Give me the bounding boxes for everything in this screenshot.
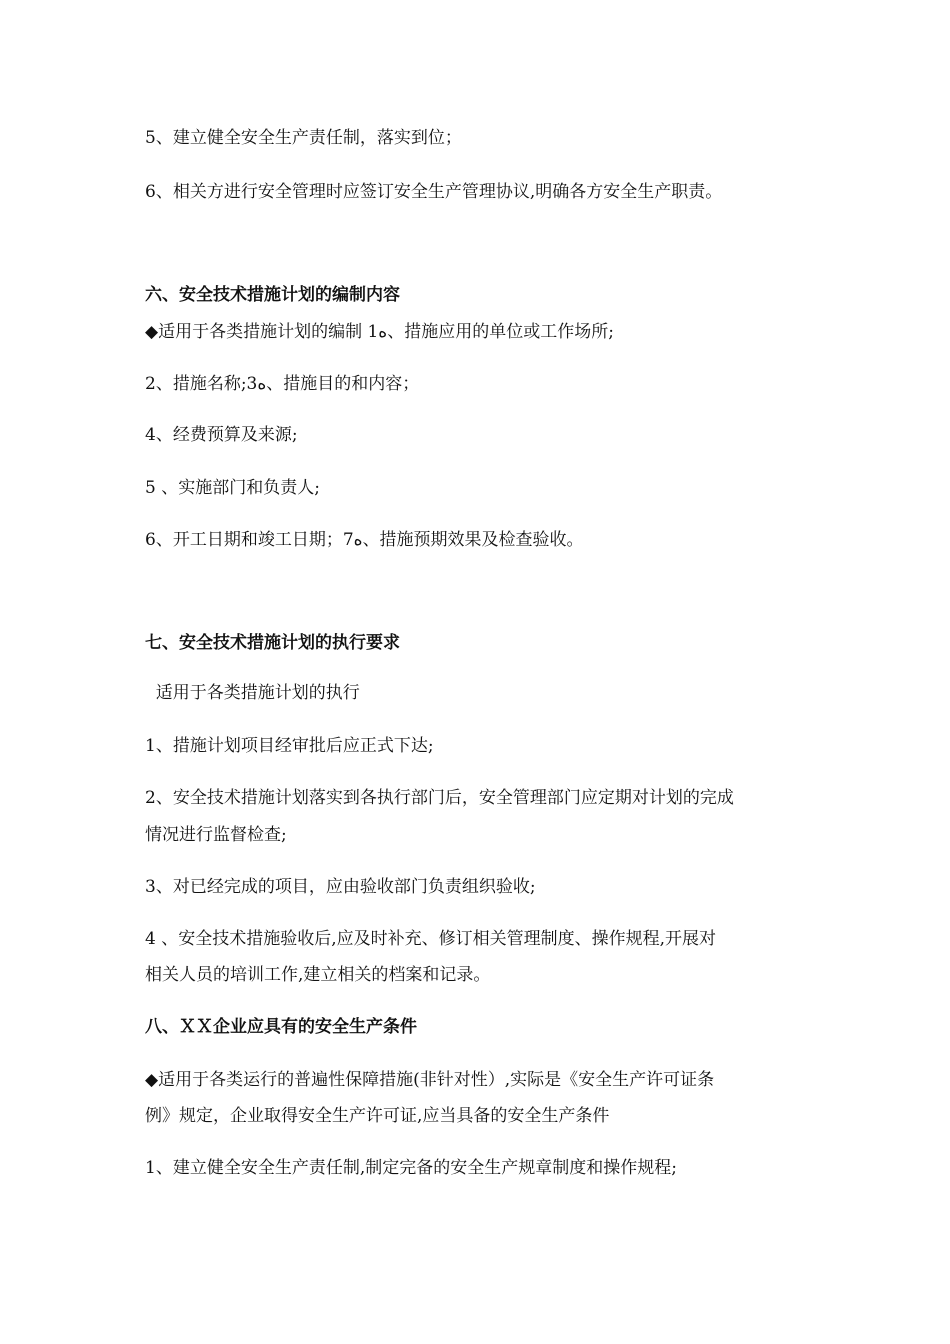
list-item: 1、措施计划项目经审批后应正式下达; (145, 736, 434, 756)
section-heading: 八、ＸＸ企业应具有的安全生产条件 (145, 1017, 417, 1037)
section-intro: ◆适用于各类措施计划的编制 1ﻩ、措施应用的单位或工作场所; (145, 322, 614, 342)
section-intro: 适用于各类措施计划的执行 (145, 683, 360, 703)
section-intro: ◆适用于各类运行的普遍性保障措施(非针对性）,实际是《安全生产许可证条 (145, 1070, 715, 1090)
section-heading: 七、安全技术措施计划的执行要求 (145, 633, 400, 653)
list-item: 4 、安全技术措施验收后,应及时补充、修订相关管理制度、操作规程,开展对 (145, 929, 717, 949)
list-item: 3、对已经完成的项目，应由验收部门负责组织验收; (145, 877, 536, 897)
list-item: 5 、实施部门和负责人; (145, 478, 320, 498)
list-item: 5、建立健全安全生产责任制，落实到位； (145, 128, 462, 148)
list-item: 2、安全技术措施计划落实到各执行部门后，安全管理部门应定期对计划的完成 (145, 788, 734, 808)
list-item: 4、经费预算及来源; (145, 425, 298, 445)
list-item-continuation: 情况进行监督检查; (145, 825, 287, 845)
list-item: 6、相关方进行安全管理时应签订安全生产管理协议,明确各方安全生产职责。 (145, 182, 723, 202)
section-intro-continuation: 例》规定，企业取得安全生产许可证,应当具备的安全生产条件 (145, 1106, 610, 1126)
list-item: 1、建立健全安全生产责任制,制定完备的安全生产规章制度和操作规程; (145, 1158, 677, 1178)
list-item-continuation: 相关人员的培训工作,建立相关的档案和记录。 (145, 965, 491, 985)
list-item: 6、开工日期和竣工日期；7ﻩ、措施预期效果及检查验收。 (145, 530, 584, 550)
section-heading: 六、安全技术措施计划的编制内容 (145, 285, 400, 305)
list-item: 2、措施名称;3ﻩ、措施目的和内容； (145, 374, 420, 394)
